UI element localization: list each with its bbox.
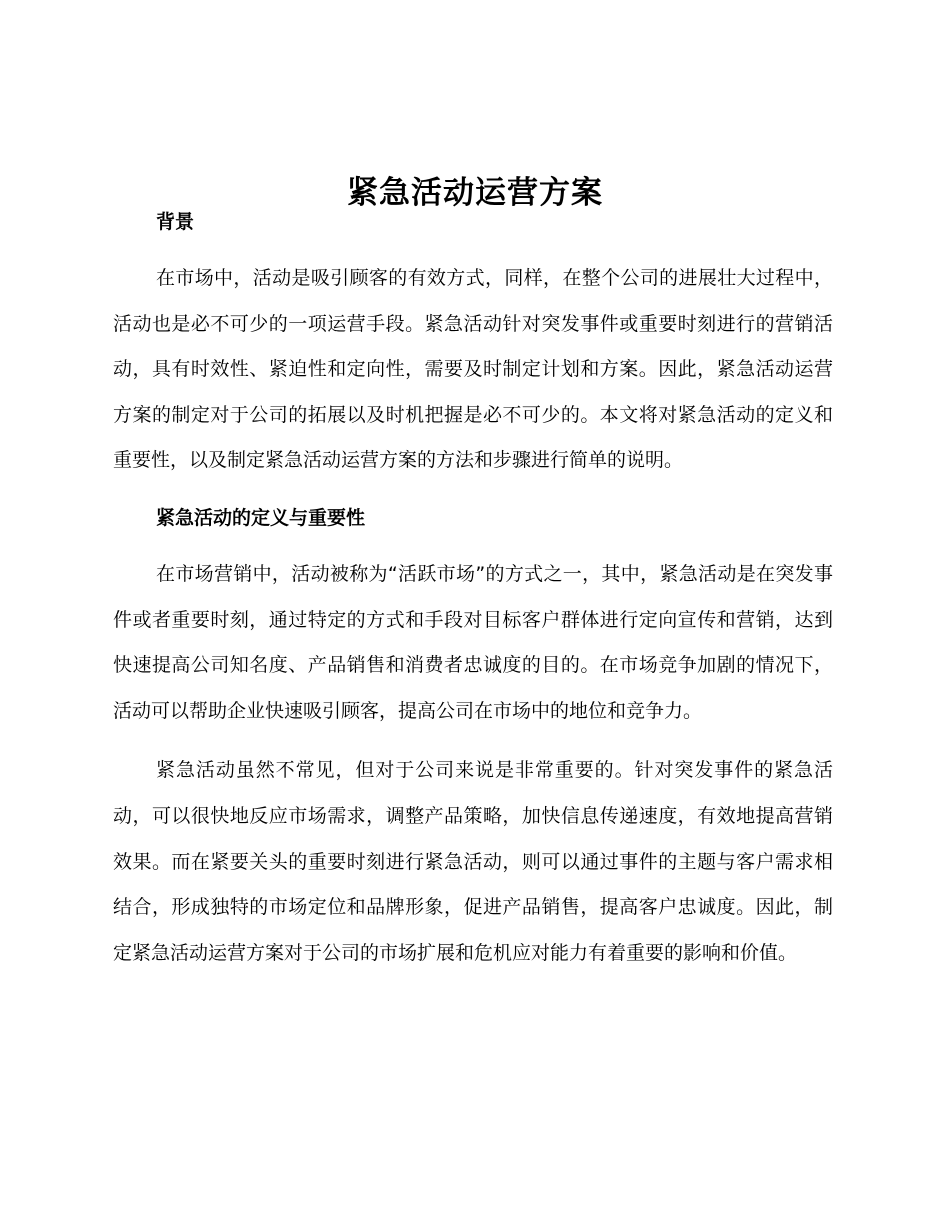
paragraph: 在市场营销中，活动被称为“活跃市场”的方式之一，其中，紧急活动是在突发事件或者重要时刻，通过特定的方式和手段对目标客户群体进行定向宣传和营销，达到快速提高公司知名度、产品销售和消费者忠诚度的目的。在市场竞争加剧的情况下，活动可以帮助企业快速吸引顾客，提高公司在市场中的地位和竞争力。	[113, 562, 833, 722]
section-background	[113, 204, 833, 484]
paragraph: 紧急活动虽然不常见，但对于公司来说是非常重要的。针对突发事件的紧急活动，可以很快地反应市场需求，调整产品策略，加快信息传递速度，有效地提高营销效果。而在紧要关头的重要时刻进行紧急活动，则可以通过事件的主题与客户需求相结合，形成独特的市场定位和品牌形象，促进产品销售，提高客户忠诚度。因此，制定紧急活动运营方案对于公司的市场扩展和危机应对能力有着重要的影响和价值。	[113, 759, 833, 964]
paragraph: 在市场中，活动是吸引顾客的有效方式，同样，在整个公司的进展壮大过程中，活动也是必不可少的一项运营手段。紧急活动针对突发事件或重要时刻进行的营销活动，具有时效性、紧迫性和定向性，需要及时制定计划和方案。因此，紧急活动运营方案的制定对于公司的拓展以及时机把握是必不可少的。本文将对紧急活动的定义和重要性，以及制定紧急活动运营方案的方法和步骤进行简单的说明。	[113, 267, 833, 472]
document-body	[113, 204, 833, 990]
section-heading: 背景	[156, 211, 195, 233]
document-title: 紧急活动运营方案	[347, 174, 603, 211]
section-heading: 紧急活动的定义与重要性	[156, 506, 366, 529]
section-definition-importance	[113, 500, 833, 976]
